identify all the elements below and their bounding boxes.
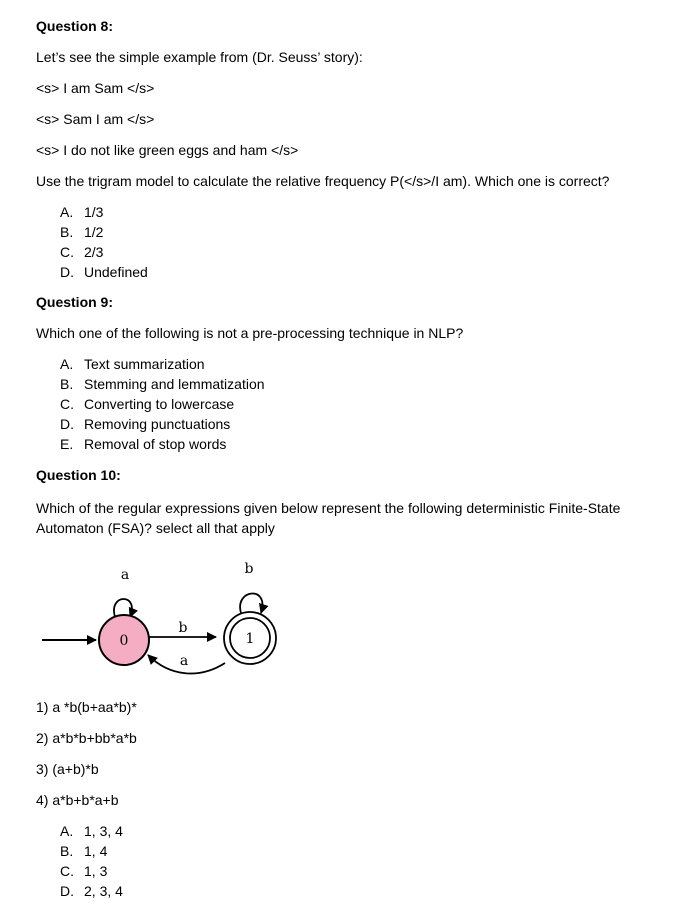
q10-expression-2: 2) a*b*b+bb*a*b xyxy=(36,730,137,746)
option-text: 1/2 xyxy=(84,224,104,240)
option-text: 1, 4 xyxy=(84,843,108,859)
q9-prompt: Which one of the following is not a pre-processing technique in NLP? xyxy=(36,325,464,341)
q10-option-a[interactable] xyxy=(60,823,123,839)
q10-expression-4: 4) a*b+b*a+b xyxy=(36,792,119,808)
option-text: 2, 3, 4 xyxy=(84,883,123,899)
q8-prompt: Use the trigram model to calculate the relative frequency P(</s>/I am). Which one is correct? xyxy=(36,173,610,189)
q10-expression-3: 3) (a+b)*b xyxy=(36,761,99,777)
option-letter: A. xyxy=(60,356,74,372)
q10-option-d[interactable] xyxy=(60,883,123,899)
option-text: Stemming and lemmatization xyxy=(84,376,265,392)
option-letter: A. xyxy=(60,823,74,839)
q8-option-b[interactable] xyxy=(60,224,103,240)
q10-option-b[interactable] xyxy=(60,843,107,859)
option-letter: E. xyxy=(60,436,74,452)
option-text: Removing punctuations xyxy=(84,416,231,432)
option-text: 1, 3, 4 xyxy=(84,823,123,839)
q8-line-1: <s> I am Sam </s> xyxy=(36,80,155,96)
state0-label: 0 xyxy=(119,633,129,649)
q9-option-c[interactable] xyxy=(60,396,234,412)
q9-heading: Question 9: xyxy=(36,294,114,310)
option-letter: D. xyxy=(60,883,74,899)
loop0-label: a xyxy=(120,567,130,583)
fsa-diagram xyxy=(30,555,300,685)
option-letter: D. xyxy=(60,416,74,432)
q9-option-b[interactable] xyxy=(60,376,265,392)
option-text: 1/3 xyxy=(84,204,104,220)
q8-line-2: <s> Sam I am </s> xyxy=(36,111,155,127)
option-letter: C. xyxy=(60,863,74,879)
option-text: Converting to lowercase xyxy=(84,396,235,412)
option-letter: C. xyxy=(60,244,74,260)
option-letter: B. xyxy=(60,376,74,392)
loop1-label: b xyxy=(244,561,254,577)
option-letter: D. xyxy=(60,264,74,280)
option-text: 2/3 xyxy=(84,244,104,260)
q8-intro: Let’s see the simple example from (Dr. Seuss’ story): xyxy=(36,49,363,65)
q9-option-d[interactable] xyxy=(60,416,230,432)
q10-option-c[interactable] xyxy=(60,863,107,879)
q8-option-d[interactable] xyxy=(60,264,148,280)
edge-0-1-label: b xyxy=(178,620,188,636)
option-letter: B. xyxy=(60,843,74,859)
q8-option-c[interactable] xyxy=(60,244,103,260)
option-text: Text summarization xyxy=(84,356,205,372)
option-text: Undefined xyxy=(84,264,148,280)
option-text: 1, 3 xyxy=(84,863,108,879)
q9-option-e[interactable] xyxy=(60,436,226,452)
q9-option-a[interactable] xyxy=(60,356,205,372)
q8-option-a[interactable] xyxy=(60,204,103,220)
q10-prompt: Which of the regular expressions given below represent the following deterministic Finite-State Automaton (FSA)? select all that apply xyxy=(36,500,621,536)
option-letter: A. xyxy=(60,204,74,220)
edge-1-0-label: a xyxy=(179,653,189,669)
option-text: Removal of stop words xyxy=(84,436,227,452)
q8-heading: Question 8: xyxy=(36,18,114,34)
q10-heading: Question 10: xyxy=(36,467,121,483)
q10-expression-1: 1) a *b(b+aa*b)* xyxy=(36,699,137,715)
option-letter: B. xyxy=(60,224,74,240)
option-letter: C. xyxy=(60,396,74,412)
q8-line-3: <s> I do not like green eggs and ham </s> xyxy=(36,142,299,158)
state1-label: 1 xyxy=(245,631,255,647)
loop-state1 xyxy=(240,593,262,613)
